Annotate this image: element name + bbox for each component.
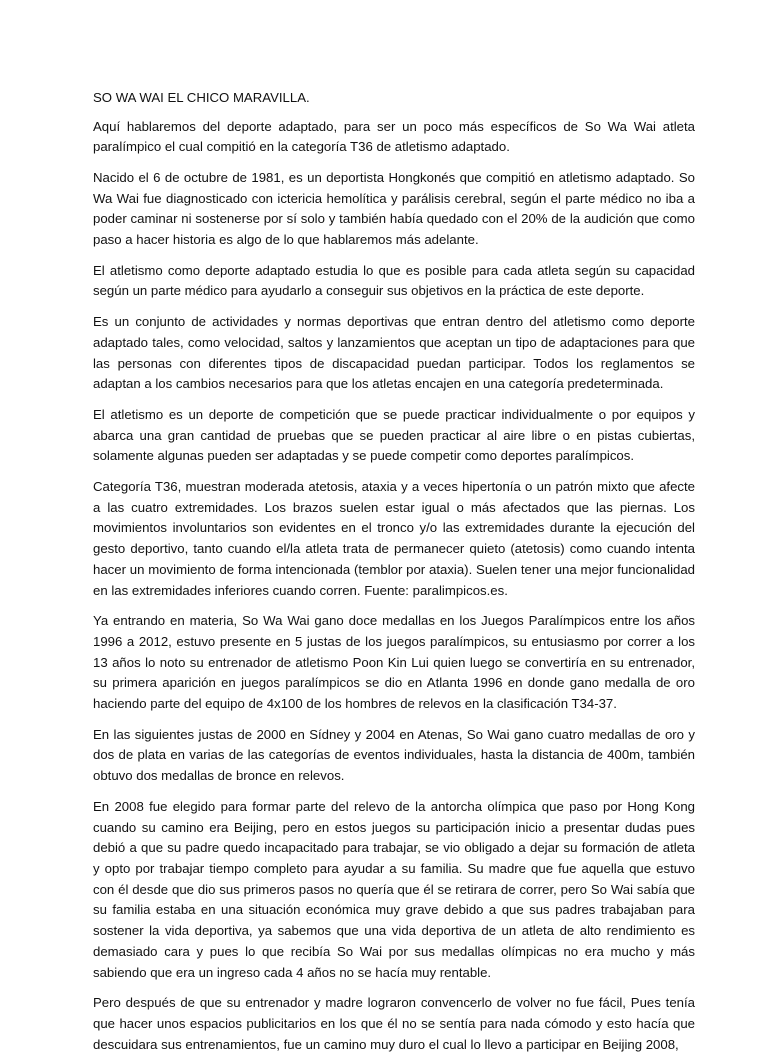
paragraph-birth: Nacido el 6 de octubre de 1981, es un deportista Hongkonés que compitió en atletismo adaptado. So Wa Wai fue diagnosticado con ictericia hemolítica y parálisis cerebral, según el parte médico no iba a poder caminar ni sostenerse por sí solo y también había quedado con el 20% de la audición que como paso a hacer historia es algo de lo que hablaremos más adelante. [93,169,695,248]
paragraph-competition: El atletismo es un deporte de competición que se puede practicar individualmente o por equipos y abarca una gran cantidad de pruebas que se pueden practicar al aire libre o en pistas cubiertas, solamente algunas pueden ser adaptadas y se puede competir como deportes paralímpicos. [93,406,695,464]
paragraph-category-t36: Categoría T36, muestran moderada atetosis, ataxia y a veces hipertonía o un patrón mixto que afecte a las cuatro extremidades. Los brazos suelen estar igual o más afectados que las piernas. Los movimientos involuntarios son evidentes en el tronco y/o las extremidades durante la ejecución del gesto deportivo, tanto cuando el/la atleta trata de permanecer quieto (atetosis) como cuando intenta hacer un movimiento de forma intencionada (temblor por ataxia). Suelen tener una mejor funcionalidad en las extremidades inferiores cuando corren. Fuente: paralimpicos.es. [93,479,695,598]
paragraph-activities: Es un conjunto de actividades y normas deportivas que entran dentro del atletismo como deporte adaptado tales, como velocidad, saltos y lanzamientos que aceptan un tipo de adaptaciones para que las personas con diferentes tipos de discapacidad puedan participar. Todos los reglamentos se adaptan a los cambios necesarios para que los atletas encajen en una categoría predeterminada. [93,314,695,392]
paragraph-2008-torch: En 2008 fue elegido para formar parte del relevo de la antorcha olímpica que paso por Hong Kong cuando su camino era Beijing, pero en estos juegos su participación inicio a presentar dudas pues debió a que su padre quedo incapacitado para trabajar, se vio obligado a dejar su formación de atleta y opto por trabajar tiempo completo para ayudar a su familia. Su madre que fue aquella que estuvo con él desde que dio sus primeros pasos no quería que él se retirara de correr, pero So Wai sabía que su familia estaba en una situación económica muy grave debido a que sus padres trabajaban para sostener la vida deportiva, ya sabemos que una vida deportiva de un atleta de alto rendimiento es demasiado cara y pues lo que recibía So Wai por sus medallas olímpicas no era mucho y más sabiendo que era un ingreso cada 4 años no se hacía muy rentable. [93,798,695,980]
paragraph-sydney-athens: En las siguientes justas de 2000 en Sídney y 2004 en Atenas, So Wai gano cuatro medallas de oro y dos de plata en varias de las categorías de eventos individuales, hasta la distancia de 400m, también obtuvo dos medallas de bronce en relevos. [93,726,695,784]
paragraph-medals: Ya entrando en materia, So Wa Wai gano doce medallas en los Juegos Paralímpicos entre los años 1996 a 2012, estuvo presente en 5 justas de los juegos paralímpicos, su entusiasmo por correr a los 13 años lo noto su entrenador de atletismo Poon Kin Lui quien luego se convertiría en su entrenador, su primera aparición en juegos paralímpicos se dio en Atlanta 1996 en donde gano medalla de oro haciendo parte del equipo de 4x100 de los hombres de relevos en la clasificación T34-37. [93,613,695,712]
document-title: SO WA WAI EL CHICO MARAVILLA. [93,90,310,105]
paragraph-adapted-athletics: El atletismo como deporte adaptado estudia lo que es posible para cada atleta según su capacidad según un parte médico para ayudarlo a conseguir sus objetivos en la práctica de este deporte. [93,262,695,299]
paragraph-intro: Aquí hablaremos del deporte adaptado, para ser un poco más específicos de So Wa Wai atleta paralímpico el cual compitió en la categoría T36 de atletismo adaptado. [93,118,695,155]
paragraph-return: Pero después de que su entrenador y madre lograron convencerlo de volver no fue fácil, Pues tenía que hacer unos espacios publicitarios en los que él no se sentía para nada cómodo y esto hacía que descuidara sus entrenamientos, fue un camino muy duro el cual lo llevo a participar en Beijing 2008, [93,995,695,1052]
